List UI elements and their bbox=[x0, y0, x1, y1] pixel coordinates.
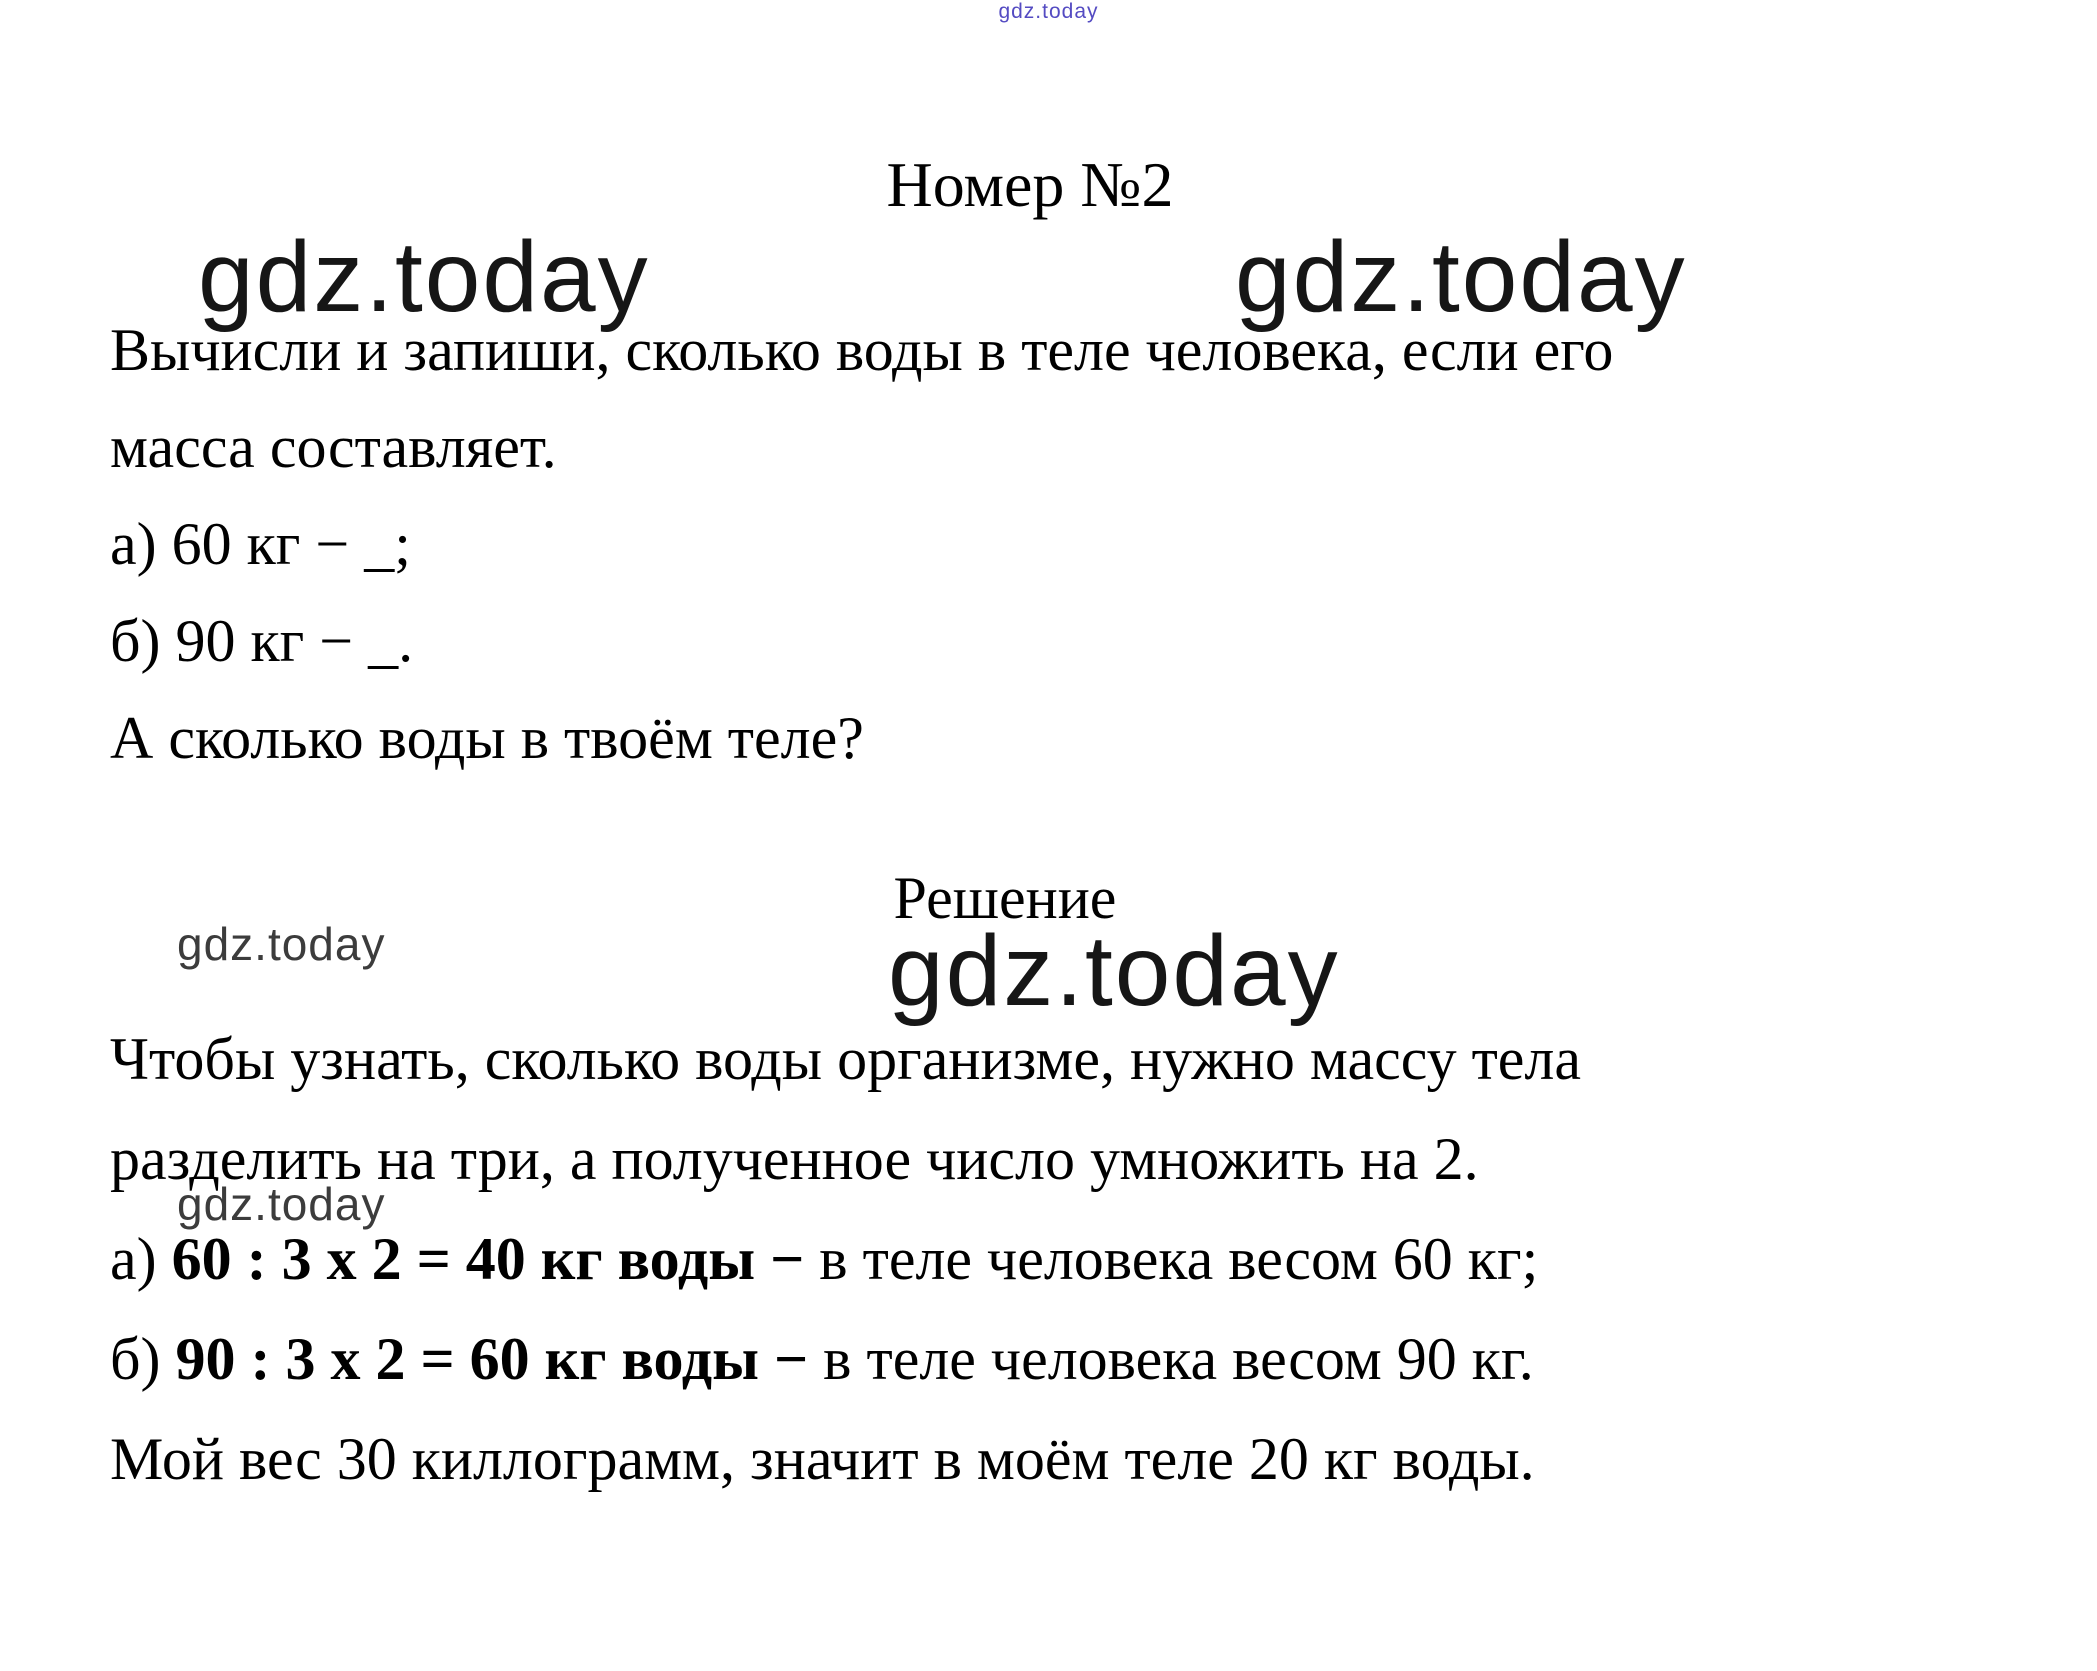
solution-item-a bbox=[110, 1209, 2060, 1309]
solution-item-rest: в теле человека весом 90 кг. bbox=[808, 1326, 1534, 1392]
solution-final-line: Мой вес 30 киллограмм, значит в моём теле 20 кг воды. bbox=[110, 1426, 1535, 1492]
solution-item-equation: 60 : 3 х 2 = 40 кг воды − bbox=[171, 1226, 805, 1292]
problem-line: масса составляет. bbox=[110, 414, 557, 480]
watermark-large-right: gdz.today bbox=[1235, 221, 1687, 333]
solution-item-b bbox=[110, 1309, 2060, 1409]
watermark-large-middle: gdz.today bbox=[888, 915, 1340, 1027]
problem-text bbox=[110, 302, 2010, 787]
watermark-large-left: gdz.today bbox=[198, 221, 650, 333]
problem-line: А сколько воды в твоём теле? bbox=[110, 705, 864, 771]
solution-item-equation: 90 : 3 х 2 = 60 кг воды − bbox=[175, 1326, 809, 1392]
watermark-small-1: gdz.today bbox=[177, 918, 386, 970]
solution-intro-line: Чтобы узнать, сколько воды организме, нужно массу тела bbox=[110, 1026, 1581, 1092]
solution-heading: Решение bbox=[893, 865, 1117, 931]
solution-intro-line: разделить на три, а полученное число умножить на 2. bbox=[110, 1126, 1479, 1192]
solution-item-prefix: а) bbox=[110, 1226, 172, 1292]
solution-text bbox=[110, 1009, 2060, 1509]
problem-line: Вычисли и запиши, сколько воды в теле человека, если его bbox=[110, 317, 1614, 383]
watermark-small-2: gdz.today bbox=[177, 1178, 386, 1230]
page-title: Номер №2 bbox=[886, 149, 1174, 220]
problem-line: а) 60 кг − _; bbox=[110, 511, 411, 577]
watermark-top: gdz.today bbox=[998, 0, 1099, 23]
solution-item-prefix: б) bbox=[110, 1326, 176, 1392]
solution-item-rest: в теле человека весом 60 кг; bbox=[804, 1226, 1539, 1292]
problem-line: б) 90 кг − _. bbox=[110, 608, 414, 674]
